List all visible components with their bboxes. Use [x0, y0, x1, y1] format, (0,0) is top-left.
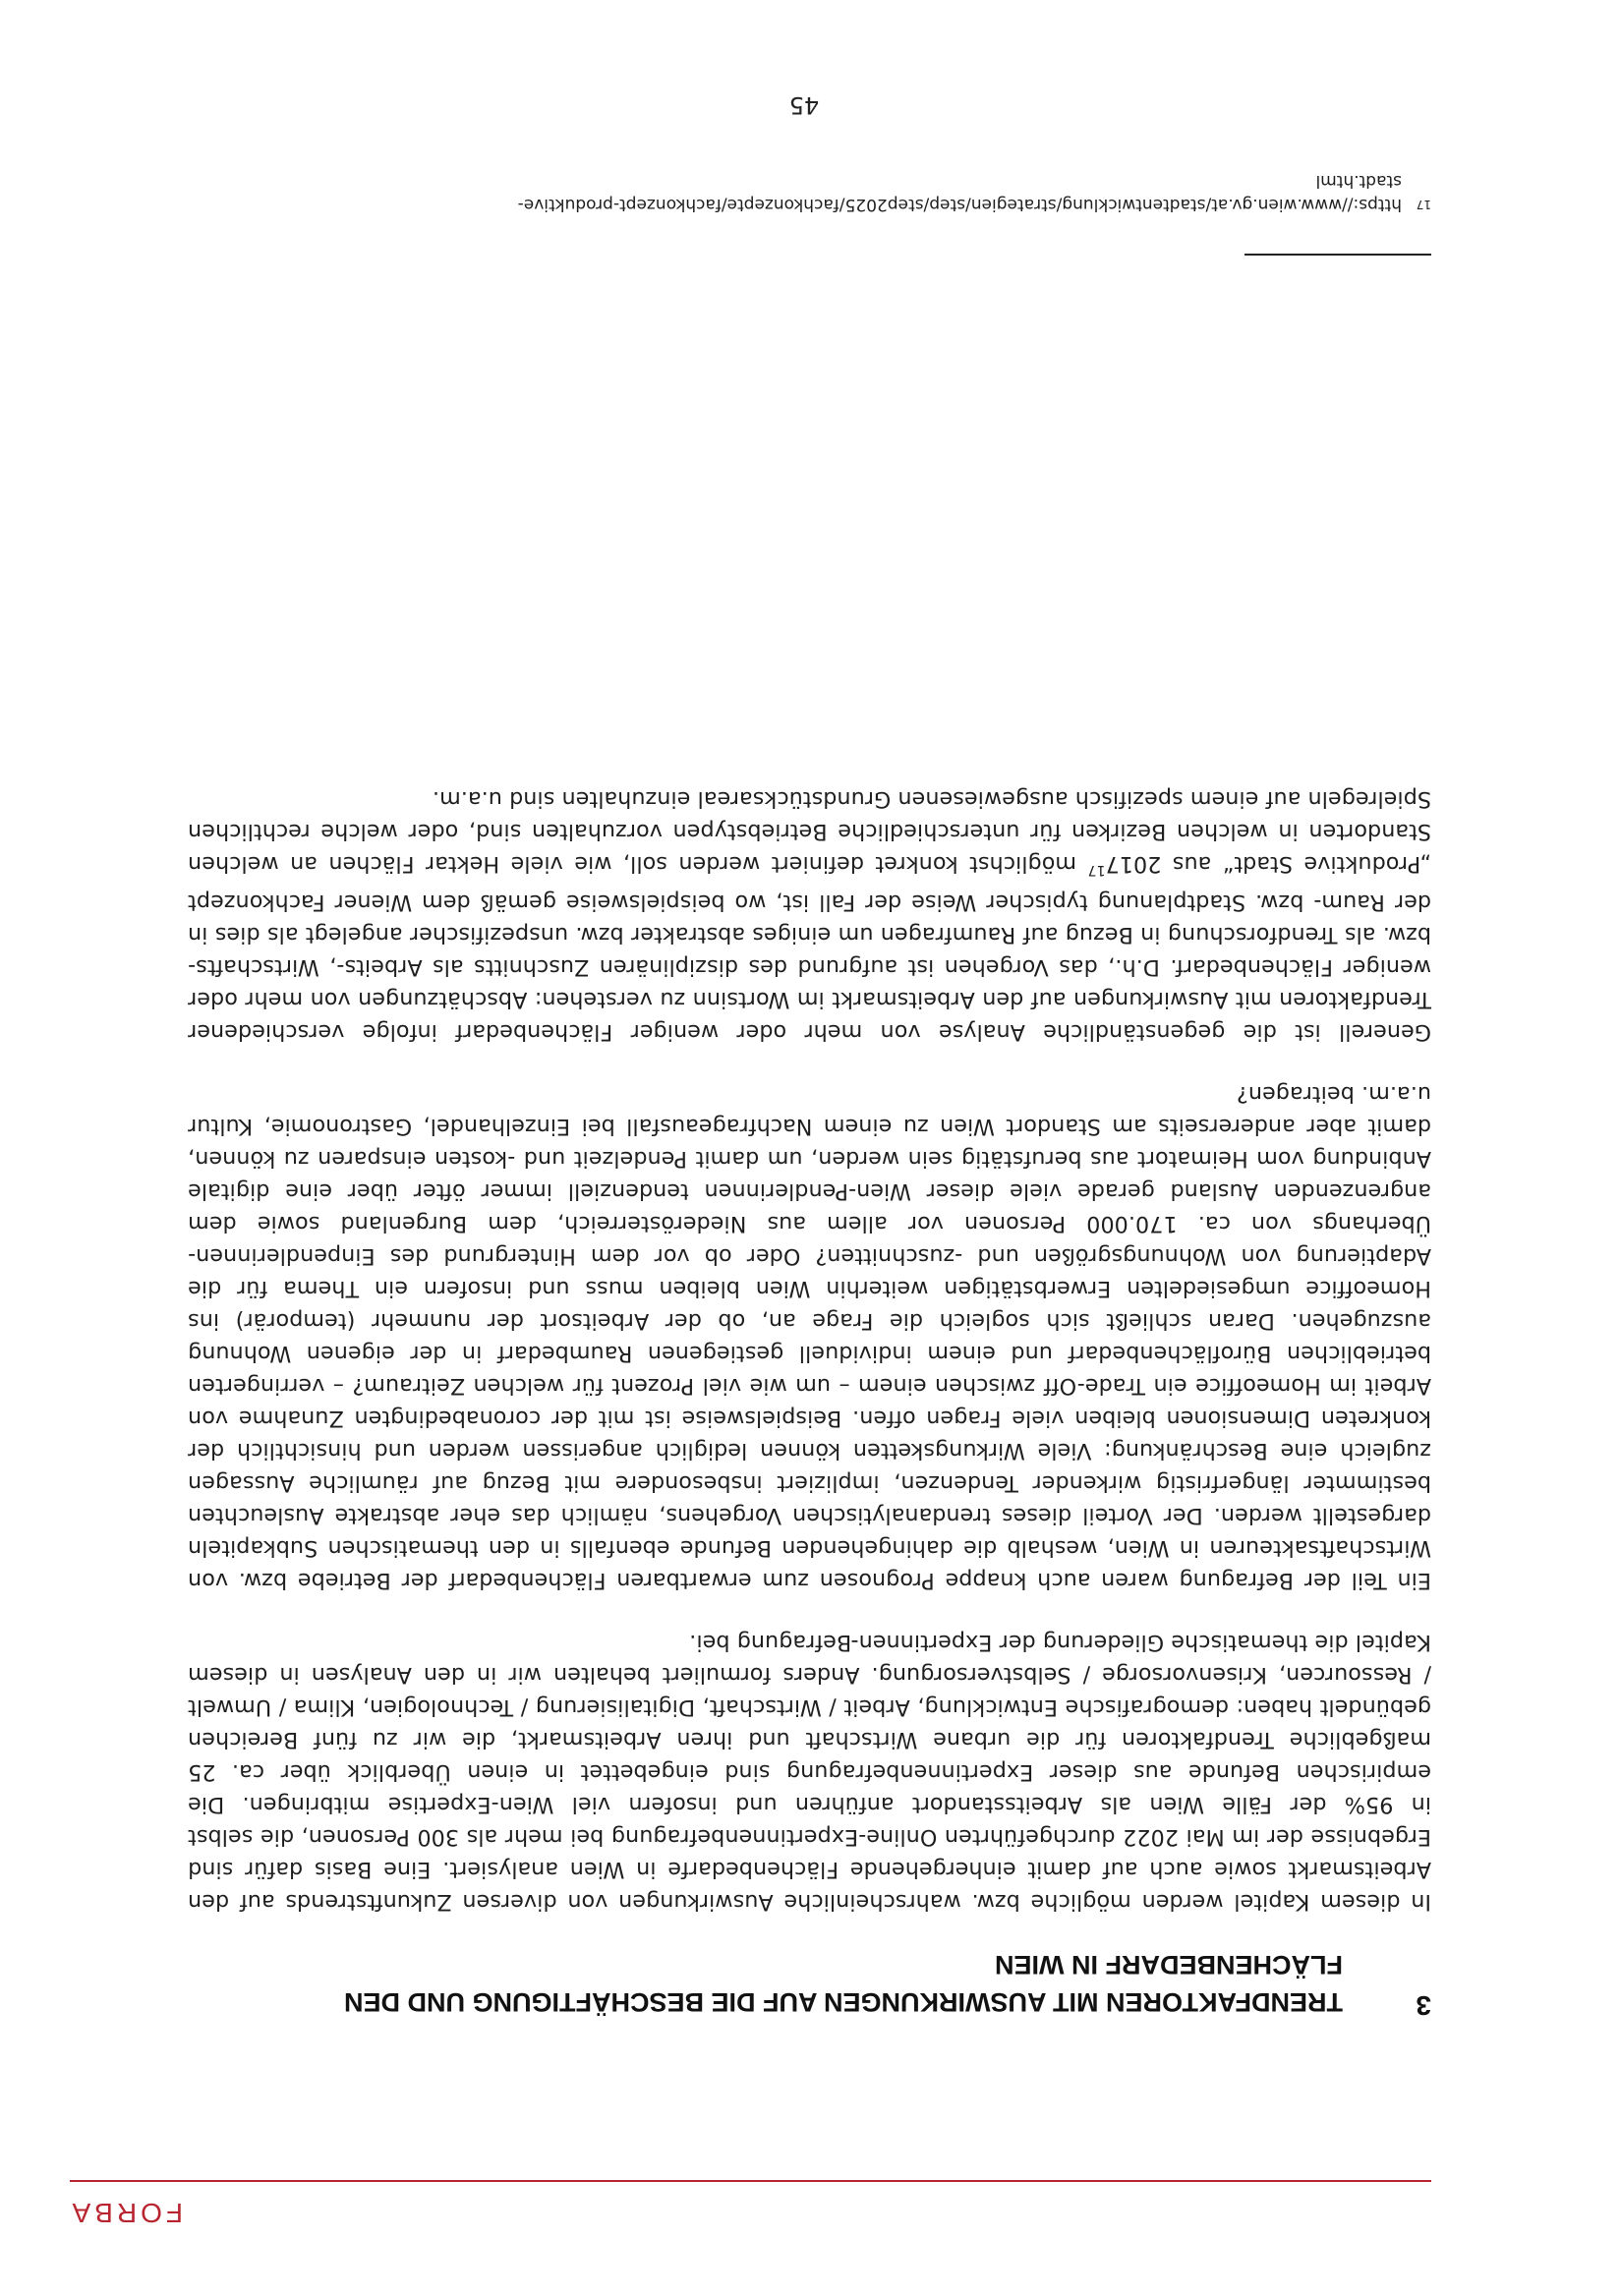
body-text — [188, 753, 1431, 1918]
chapter-number: 3 — [1416, 1990, 1431, 2021]
paragraph-3-part-2: möglichst konkret definiert werden soll, wie viele Hektar Flächen an welchen Standorten in welchen Bezirken für unterschiedliche Betriebstypen vorzuhalten sind, oder welche rechtlichen Spielregeln auf einem spezifisch ausgewiesenen Grundstücksareal einzuhalten sind u.a.m. — [188, 786, 1431, 877]
footnote-reference[interactable]: 17 — [1087, 862, 1106, 878]
paragraph-3 — [188, 782, 1431, 1048]
footnote-number: 17 — [1416, 198, 1431, 211]
forba-logo: FORBA — [68, 2198, 183, 2228]
paragraph-3-part-1: Generell ist die gegenständliche Analyse von mehr oder weniger Flächenbedarf infolge verschiedener Trendfaktoren mit Auswirkungen auf den Arbeitsmarkt im Wortsinn zu verstehen: Abschätzungen von mehr oder weniger Flächenbedarf. D.h., das Vorgehen ist aufgrund des disziplinären Zuschnitts als Arbeits-, Wirtschafts- bzw. als Trendforschung in Bezug auf Raumfragen um einiges abstrakter bzw. unspezifischer angelegt als dies in der Raum- bzw. Stadtplanung typischer Weise der Fall ist, wo beispielsweise gemäß dem Wiener Fachkonzept „Produktive Stadt“ aus 2017 — [188, 851, 1431, 1045]
footnote-divider — [1244, 254, 1431, 256]
page-number: 45 — [788, 91, 820, 119]
paragraph-2: Ein Teil der Befragung waren auch knappe Prognosen zum erwartbaren Flächenbedarf der Betriebe bzw. von Wirtschaftsakteuren in Wien, weshalb die dahingehenden Befunde ebenfalls in den thematischen Subkapiteln dargestellt werden. Der Vorteil dieses trendanalytischen Vorgehens, nämlich das eher abstrakte Ausleuchten bestimmter längerfristig wirkender Tendenzen, impliziert insbesondere mit Bezug auf räumliche Aussagen zugleich eine Beschränkung: Viele Wirkungsketten können lediglich angerissen werden und hinsichtlich der konkreten Dimensionen bleiben viele Fragen offen. Beispielsweise ist mit der coronabedingten Zunahme von Arbeit im Homeoffice ein Trade-Off zwischen einem – um wie viel Prozent für welchen Zeitraum? – verringerten betrieblichen Büroflächenbedarf und einem individuell gestiegenen Raumbedarf in der eigenen Wohnung auszugehen. Daran schließt sich sogleich die Frage an, ob der Arbeitsort der nunmehr (temporär) ins Homeoffice umgesiedelten Erwerbstätigen weiterhin Wien bleiben muss und insofern ein Thema für die Adaptierung von Wohnungsgrößen und -zuschnitten? Oder ob vor dem Hintergrund des Einpendlerinnen-Überhangs von ca. 170.000 Personen vor allem aus Niederösterreich, dem Burgenland sowie dem angrenzenden Ausland gerade viele dieser Wien-Pendlerinnen tendenziell immer öfter über eine digitale Anbindung vom Heimatort aus berufstätig sein werden, um damit Pendelzeit und -kosten einsparen zu können, damit aber andererseits am Standort Wien zu einem Nachfrageausfall bei Einzelhandel, Gastronomie, Kultur u.a.m. beitragen? — [188, 1081, 1431, 1593]
header-divider — [70, 2180, 1431, 2182]
chapter-title: TRENDFAKTOREN MIT AUSWIRKUNGEN AUF DIE BESCHÄFTIGUNG UND DEN FLÄCHENBEDARF IN WIEN — [344, 1950, 1343, 2017]
footnote — [448, 169, 1431, 216]
paragraph-1: In diesem Kapitel werden mögliche bzw. wahrscheinliche Auswirkungen von diversen Zukunftstrends auf den Arbeitsmarkt sowie auch auf damit einhergehende Flächenbedarfe in Wien analysiert. Eine Basis dafür sind Ergebnisse der im Mai 2022 durchgeführten Online-Expertinnenbefragung bei mehr als 300 Personen, die selbst in 95% der Fälle Wien als Arbeitsstandort anführen und insofern viel Wien-Expertise mitbringen. Die empirischen Befunde aus dieser Expertinnenbefragung sind eingebettet in einen Überblick über ca. 25 maßgebliche Trendfaktoren für die urbane Wirtschaft und ihren Arbeitsmarkt, die wir zu fünf Bereichen gebündelt haben: demografische Entwicklung, Arbeit / Wirtschaft, Digitalisierung / Technologien, Klima / Umwelt / Ressourcen, Krisenvorsorge / Selbstversorgung. Anders formuliert behalten wir in den Analysen in diesem Kapitel die thematische Gliederung der Expertinnen-Befragung bei. — [188, 1630, 1431, 1915]
footnote-link[interactable]: https://www.wien.gv.at/stadtentwicklung/strategien/step/step2025/fachkonzepte/fachkonzept-produktive-stadt.html — [517, 171, 1402, 214]
